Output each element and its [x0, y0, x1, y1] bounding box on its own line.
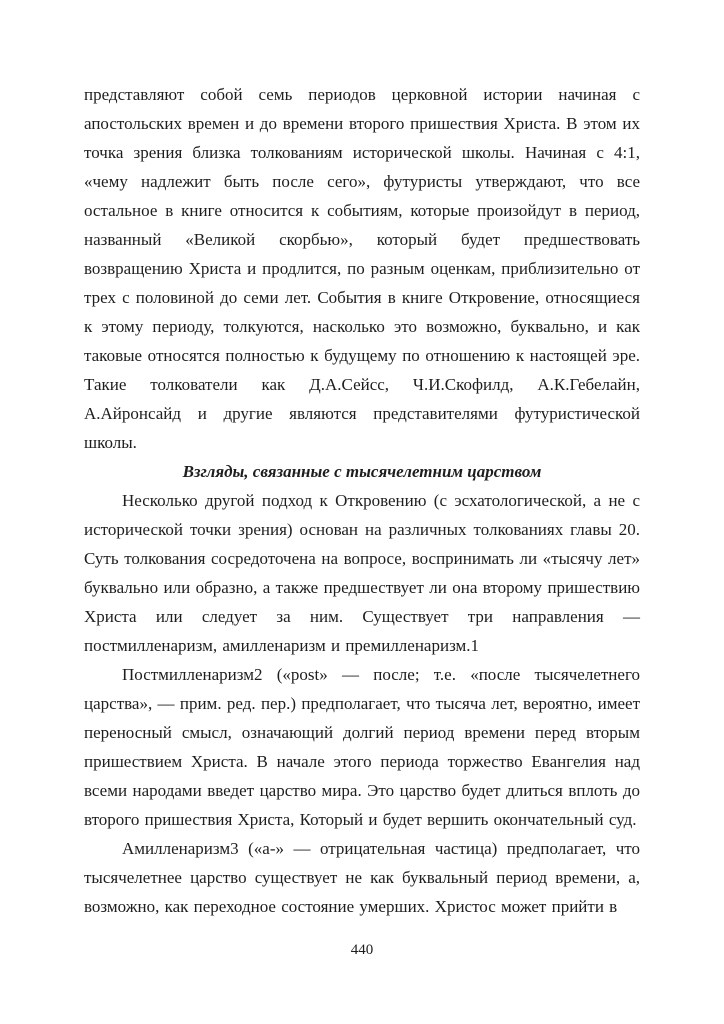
body-paragraph-amillennialism: Амилленаризм3 («а-» — отрицательная частица) предполагает, что тысячелетнее царство существует не как буквальный период времени, а, возможно, как переходное состояние умерших. Христос может прийти в	[84, 839, 640, 916]
page-number: 440	[350, 942, 374, 958]
body-paragraph-postmillennialism: Постмилленаризм2 («post» — после; т.е. «после тысячелетнего царства», — прим. ред. пер.) предполагает, что тысяча лет, вероятно, имеет переносный смысл, означающий долгий период времени перед вторым пришествием Христа. В начале этого периода торжество Евангелия над всеми народами введет царство мира. Это царство будет длиться вплоть до второго пришествия Христа, Который и будет вершить окончательный суд.	[84, 665, 640, 829]
body-paragraph-millennium-intro: Несколько другой подход к Откровению (с эсхатологической, а не с исторической точки зрения) основан на различных толкованиях главы 20. Суть толкования сосредоточена на вопросе, воспринимать ли «тысячу лет» буквально или образно, а также предшествует ли она второму пришествию Христа или следует за ним. Существует три направления — постмилленаризм, амилленаризм и премилленаризм.1	[84, 491, 640, 655]
body-paragraph-continuation: представляют собой семь периодов церковной истории начиная с апостольских времен и до времени второго пришествия Христа. В этом их точка зрения близка толкованиям исторической школы. Начиная с 4:1, «чему надлежит быть после сего», футуристы утверждают, что все остальное в книге относится к событиям, которые произойдут в период, названный «Великой скорбью», который будет предшествовать возвращению Христа и продлится, по разным оценкам, приблизительно от трех с половиной до семи лет. События в книге Откровение, относящиеся к этому периоду, толкуются, насколько это возможно, буквально, и как таковые относятся полностью к будущему по отношению к настоящей эре. Такие толкователи как Д.А.Сейсс, Ч.И.Скофилд, А.К.Гебелайн, А.Айронсайд и другие являются представителями футуристической школы.	[84, 85, 640, 452]
text-block	[84, 80, 640, 921]
section-heading: Взгляды, связанные с тысячелетним царством	[182, 462, 542, 481]
